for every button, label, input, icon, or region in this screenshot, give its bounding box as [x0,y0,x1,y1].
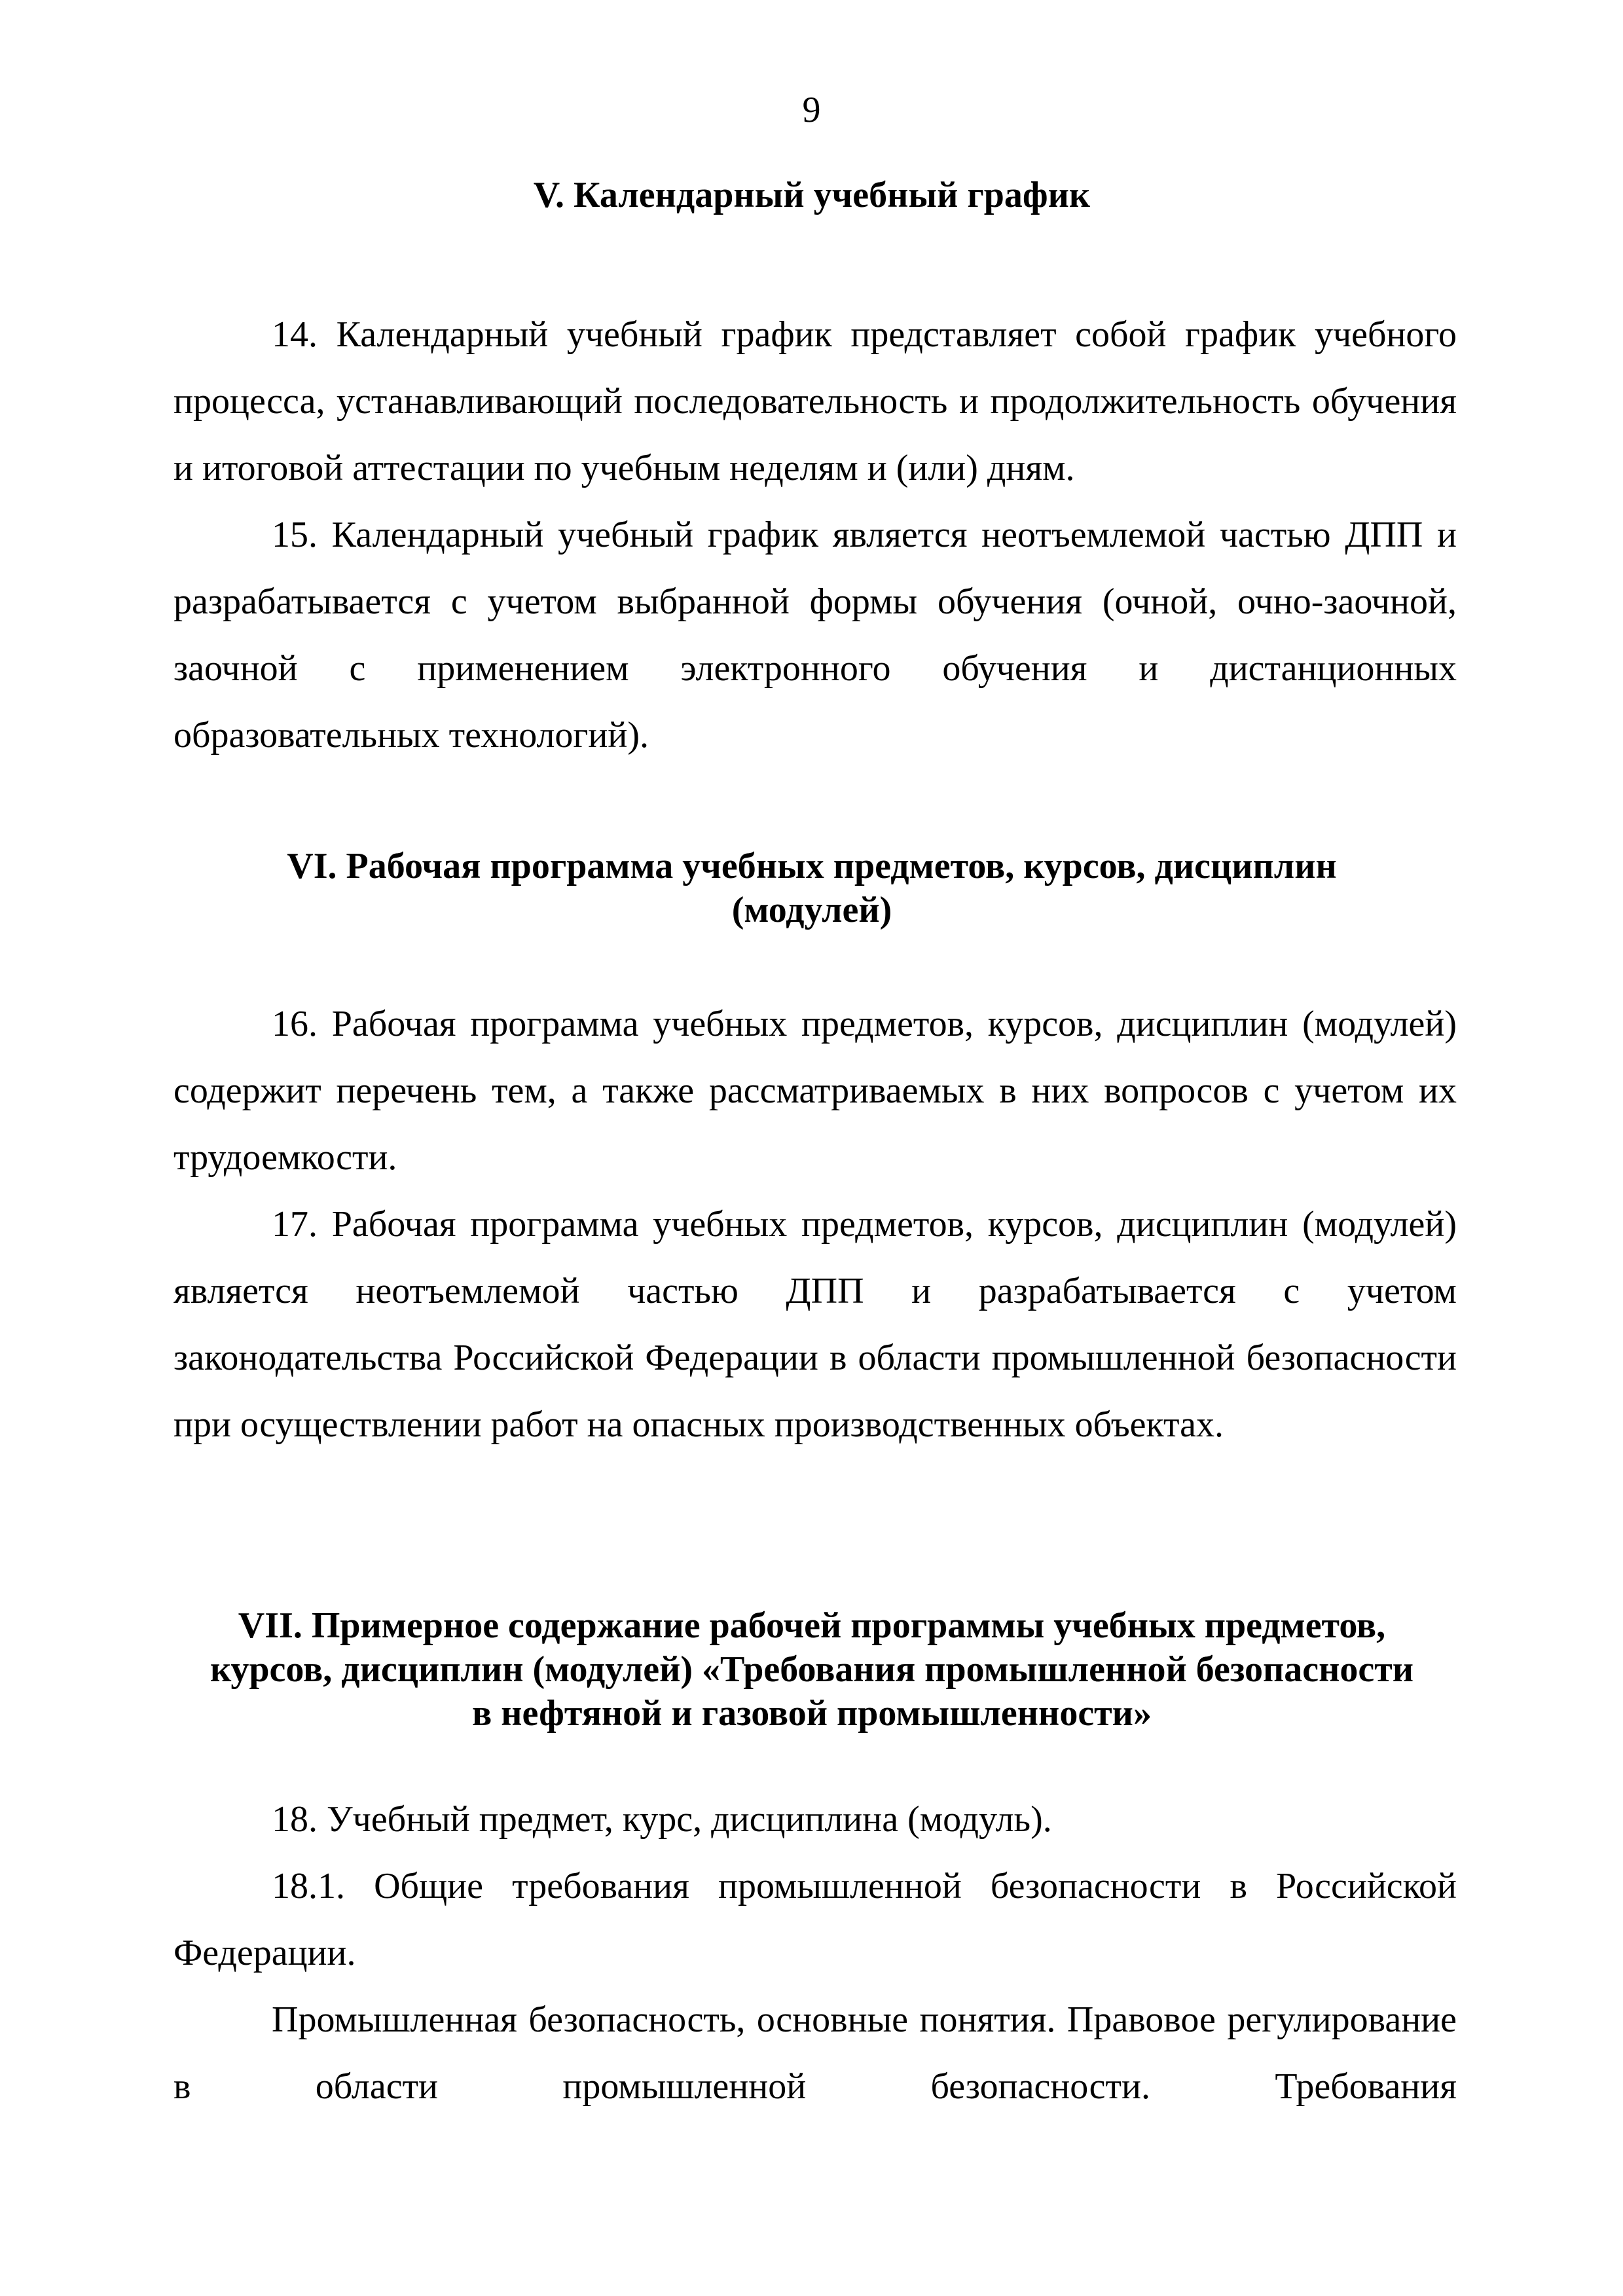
section-7-heading [170,1604,1453,1736]
paragraph-15: 15. Календарный учебный график является неотъемлемой частью ДПП и разрабатывается с учетом выбранной формы обучения (очной, очно-заочной, заочной с применением электронного обучения и дистанционных образовательных технологий). [173,515,1457,756]
paragraph-17: 17. Рабочая программа учебных предметов, курсов, дисциплин (модулей) является неотъемлемой частью ДПП и разрабатывается с учетом законодательства Российской Федерации в области промышленной безопасности при осуществлении работ на опасных производственных объектах. [173,1204,1457,1445]
section-7-heading-line-2: курсов, дисциплин (модулей) «Требования промышленной безопасности [210,1649,1414,1690]
page-number: 9 [802,90,821,130]
section-5-heading-text: V. Календарный учебный график [533,175,1091,215]
paragraph-16: 16. Рабочая программа учебных предметов, курсов, дисциплин (модулей) содержит перечень тем, а также рассматриваемых в них вопросов с учетом их трудоемкости. [173,1004,1457,1178]
section-6-heading-line-2: (модулей) [731,890,892,930]
section-6-heading-line-1: VI. Рабочая программа учебных предметов, курсов, дисциплин [287,846,1337,886]
section-6-heading [170,845,1453,932]
section-7-heading-line-3: в нефтяной и газовой промышленности» [472,1693,1152,1734]
paragraph-18-1: 18.1. Общие требования промышленной безопасности в Российской Федерации. [173,1866,1457,1973]
section-7-heading-line-1: VII. Примерное содержание рабочей программы учебных предметов, [238,1605,1386,1646]
paragraph-industrial-safety: Промышленная безопасность, основные понятия. Правовое регулирование в области промышленной безопасности. Требования [173,1999,1457,2107]
paragraph-18: 18. Учебный предмет, курс, дисциплина (модуль). [272,1799,1052,1840]
section-5-heading [170,173,1453,217]
paragraph-14: 14. Календарный учебный график представляет собой график учебного процесса, устанавливающий последовательность и продолжительность обучения и итоговой аттестации по учебным неделям и (или) дням. [173,314,1457,488]
